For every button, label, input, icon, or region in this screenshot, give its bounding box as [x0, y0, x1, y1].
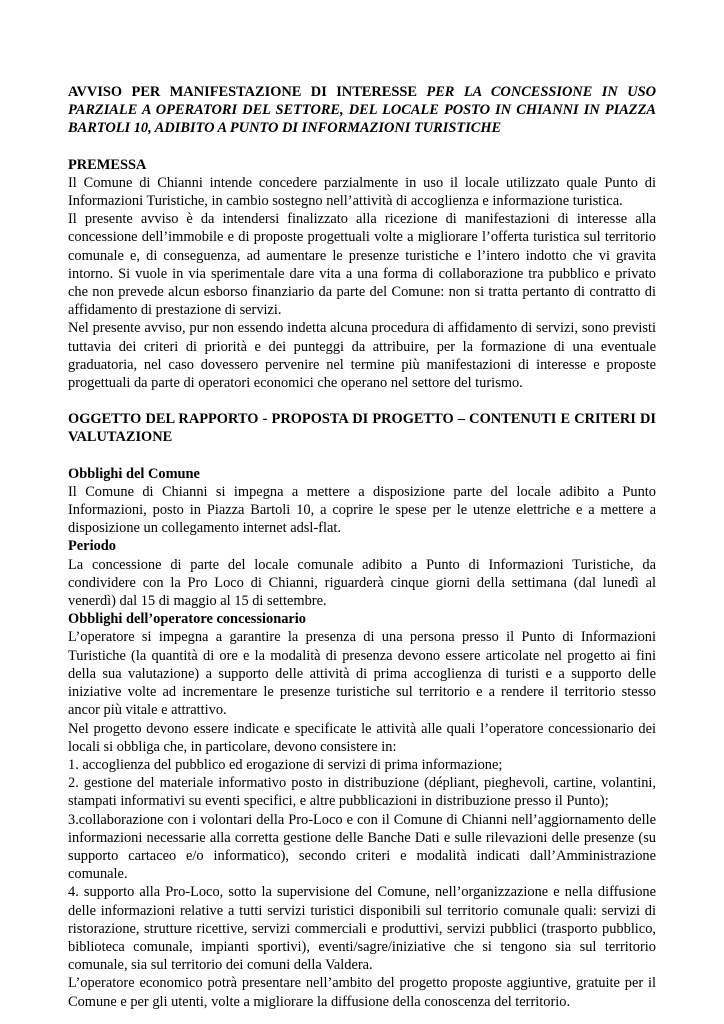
document-page — [68, 83, 656, 1011]
periodo-heading: Periodo — [68, 538, 116, 555]
obblighi-operatore-closing: L’operatore economico potrà presentare nell’ambito del progetto proposte aggiuntive, gratuite per il Comune e per gli utenti, volte a migliorare la diffusione della conoscenza del territorio. — [68, 975, 656, 1010]
oggetto-heading: OGGETTO DEL RAPPORTO - PROPOSTA DI PROGETTO – CONTENUTI E CRITERI DI VALUTAZIONE — [68, 411, 656, 446]
obblighi-operatore-paragraph-2: Nel progetto devono essere indicate e specificate le attività alle quali l’operatore concessionario dei locali si obbliga che, in particolare, devono consistere in: — [68, 720, 656, 755]
premessa-paragraph-1: Il Comune di Chianni intende concedere parzialmente in uso il locale utilizzato quale Punto di Informazioni Turistiche, in cambio sostegno nell’attività di accoglienza e informazione turistica. — [68, 174, 656, 210]
list-item: 2. gestione del materiale informativo posto in distribuzione (dépliant, pieghevoli, cartine, volantini, stampati informativi su eventi specifici, e altre pubblicazioni in distribuzione presso il Punto); — [68, 775, 656, 810]
obblighi-operatore-paragraph-1: L’operatore si impegna a garantire la presenza di una persona presso il Punto di Informazioni Turistiche (la quantità di ore e la modalità di presenza devono essere articolate nel progetto ai fini della sua valutazione) a supporto delle attività di prima accoglienza di turisti e a supporto delle iniziative volte ad incrementare le presenze turistiche sul territorio e a rendere il territorio stesso ancor più vitale e attrattivo. — [68, 629, 656, 719]
premessa-paragraph-3: Nel presente avviso, pur non essendo indetta alcuna procedura di affidamento di servizi, sono previsti tuttavia dei criteri di priorità e dei punteggi da attribuire, per la formazione di una eventuale graduatoria, nel caso dovessero pervenire nel termine più manifestazioni di interesse e proposte progettuali da parte di operatori economici che operano nel settore del turismo. — [68, 320, 656, 392]
periodo-text: La concessione di parte del locale comunale adibito a Punto di Informazioni Turistiche, da condividere con la Pro Loco di Chianni, riguarderà cinque giorni della settimana (dal lunedì al venerdì) dal 15 di maggio al 15 di settembre. — [68, 556, 656, 610]
premessa-heading: PREMESSA — [68, 156, 147, 173]
document-title — [68, 83, 656, 138]
title-italic: PER LA CONCESSIONE IN USO PARZIALE A OPERATORI DEL SETTORE, DEL LOCALE POSTO IN CHIANNI IN PIAZZA BARTOLI 10, ADIBITO A PUNTO DI INFORMAZIONI TURISTICHE — [68, 84, 657, 137]
obblighi-comune-text: Il Comune di Chianni si impegna a mettere a disposizione parte del locale adibito a Punto Informazioni, posto in Piazza Bartoli 10, a coprire le spese per le utenze elettriche e a mettere a disposizione un collegamento internet adsl-flat. — [68, 483, 656, 537]
list-item: 1. accoglienza del pubblico ed erogazione di servizi di prima informazione; — [68, 756, 503, 773]
obblighi-operatore-heading: Obblighi dell’operatore concessionario — [68, 611, 306, 628]
title-plain: AVVISO PER MANIFESTAZIONE DI INTERESSE — [68, 84, 417, 100]
obblighi-comune-heading: Obblighi del Comune — [68, 465, 200, 482]
list-item: 3.collaborazione con i volontari della Pro-Loco e con il Comune di Chianni nell’aggiornamento delle informazioni necessarie alla corretta gestione delle Banche Dati e sulle rilevazioni delle presenze (su supporto cartaceo e/o informatico), secondo criteri e modalità indicati dall’Amministrazione comunale. — [68, 811, 656, 883]
list-item: 4. supporto alla Pro-Loco, sotto la supervisione del Comune, nell’organizzazione e nella diffusione delle informazioni relative a tutti servizi turistici disponibili sul territorio comunale quali: servizi di ristorazione, strutture ricettive, servizi commerciali e produttivi, servizi pubblici (trasporto pubblico, biblioteca comunale, impianti sportivi), eventi/sagre/iniziative che si tengono sia sul territorio comunale, sia sul territorio dei comuni della Valdera. — [68, 884, 656, 974]
premessa-paragraph-2: Il presente avviso è da intendersi finalizzato alla ricezione di manifestazioni di interesse alla concessione dell’immobile e di proposte progettuali volte a migliorare l’offerta turistica sul territorio comunale e, di conseguenza, ad aumentare le presenze turistiche e l’intero indotto che vi gravita intorno. Si vuole in via sperimentale dare vita a una forma di collaborazione tra pubblico e privato che non prevede alcun esborso finanziario da parte del Comune: non si tratta pertanto di contratto di affidamento di prestazione di servizi. — [68, 211, 656, 319]
